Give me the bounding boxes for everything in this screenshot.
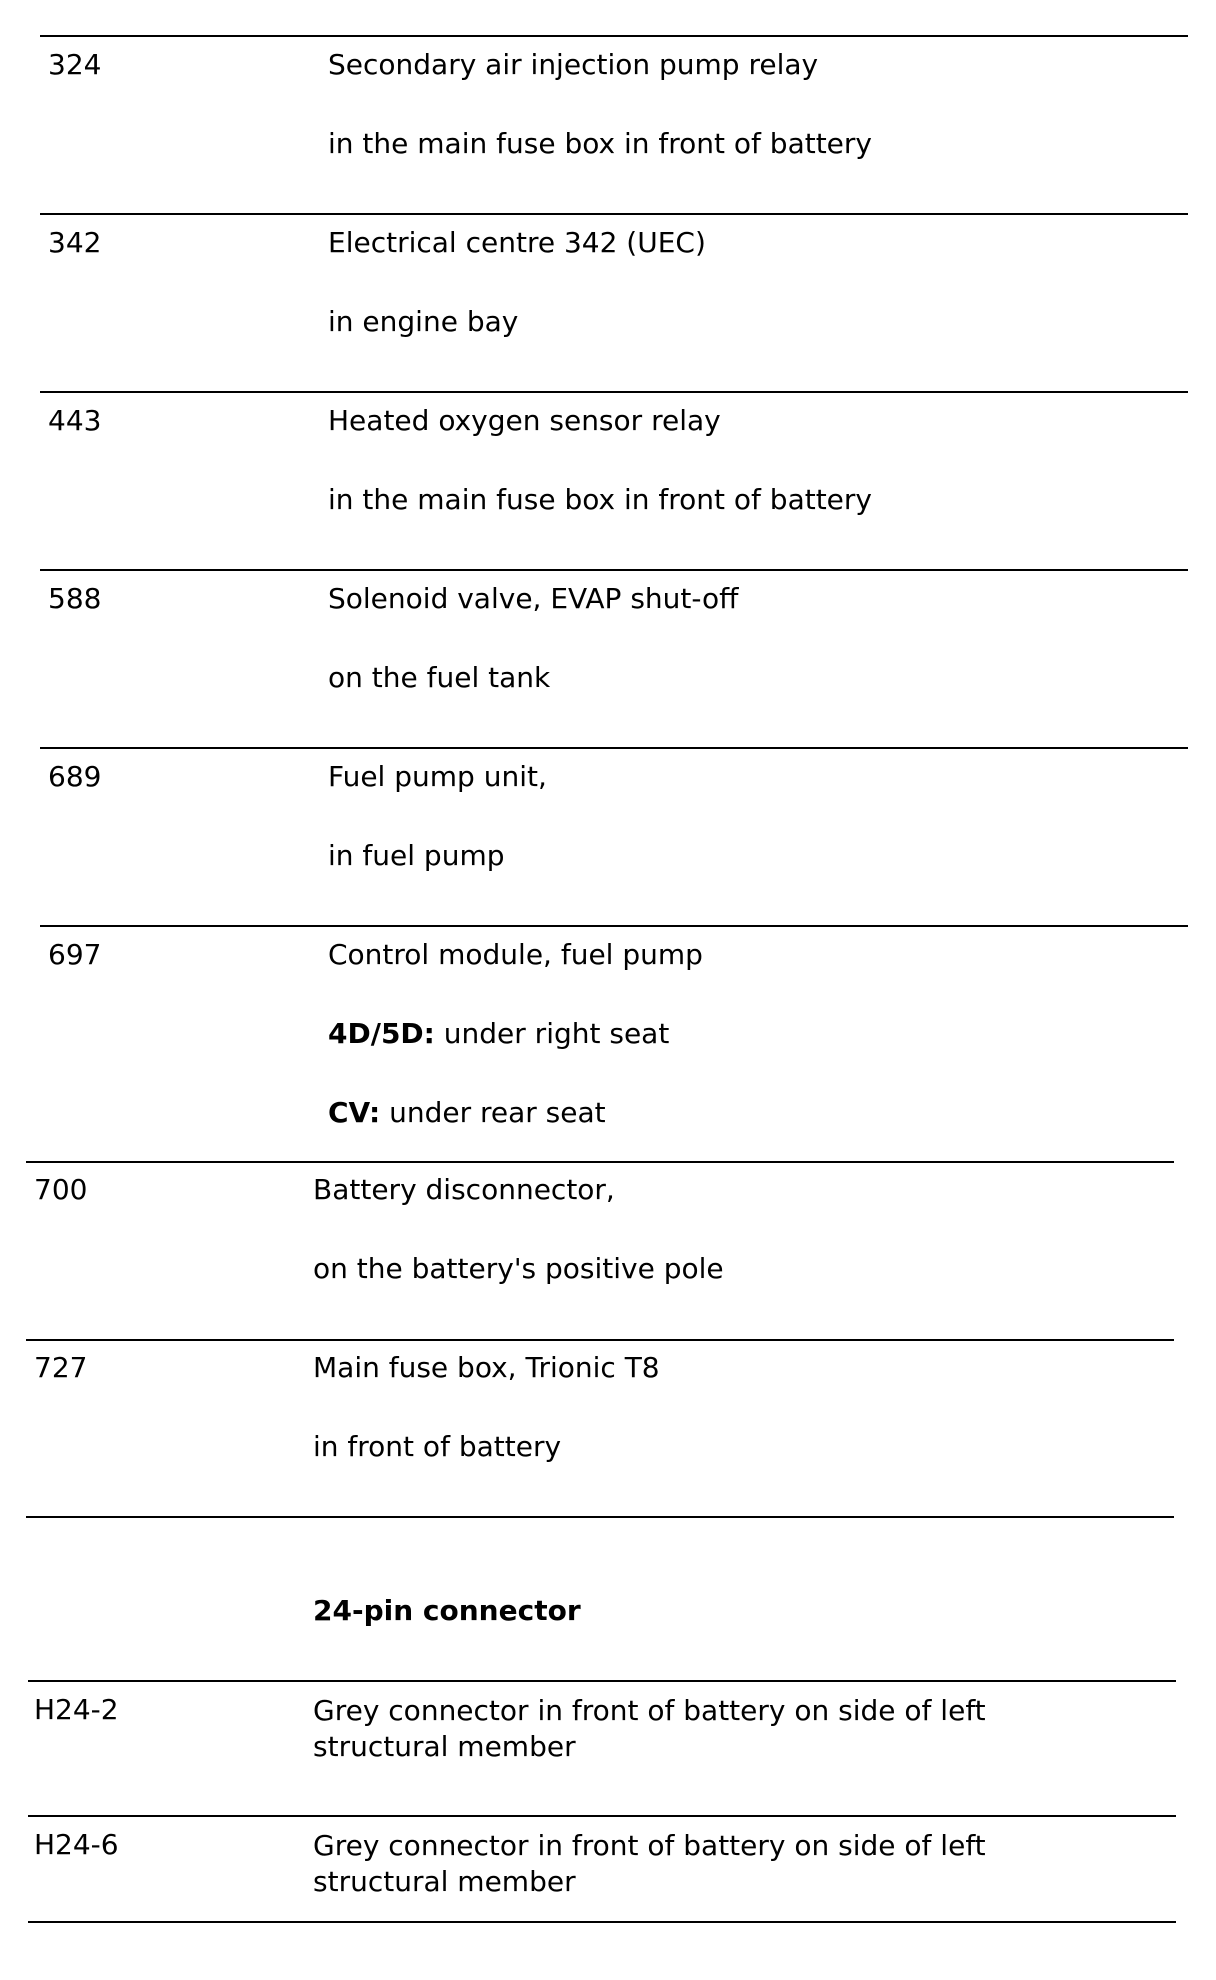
row-location: in front of battery <box>313 1430 562 1463</box>
row-id: 727 <box>34 1351 88 1384</box>
row-id: 697 <box>48 938 102 971</box>
row-description: Fuel pump unit, <box>328 760 547 793</box>
row-description: Heated oxygen sensor relay <box>328 404 721 437</box>
section-heading: 24-pin connector <box>313 1594 581 1627</box>
row-location-cv <box>328 1096 606 1130</box>
table-rule <box>26 1339 1174 1341</box>
row-location: on the battery's positive pole <box>313 1252 724 1285</box>
row-id: 700 <box>34 1173 88 1206</box>
connector-id: H24-6 <box>34 1828 119 1861</box>
row-id: 324 <box>48 48 102 81</box>
row-location-4d5d <box>328 1017 669 1051</box>
row-id: 588 <box>48 582 102 615</box>
row-location: in the main fuse box in front of battery <box>328 483 872 516</box>
row-id: 342 <box>48 226 102 259</box>
table-rule <box>40 925 1188 927</box>
location-text: under right seat <box>434 1017 670 1050</box>
row-location: in the main fuse box in front of battery <box>328 127 872 160</box>
table-rule <box>26 1161 1174 1163</box>
row-location: in fuel pump <box>328 839 505 872</box>
row-description: Solenoid valve, EVAP shut-off <box>328 582 739 615</box>
location-text: under rear seat <box>380 1096 606 1129</box>
table-rule <box>26 1516 1174 1518</box>
connector-id: H24-2 <box>34 1693 119 1726</box>
model-label: CV: <box>328 1096 381 1129</box>
row-description: Electrical centre 342 (UEC) <box>328 226 706 259</box>
table-rule <box>40 213 1188 215</box>
row-id: 443 <box>48 404 102 437</box>
table-rule <box>40 569 1188 571</box>
table-rule <box>40 747 1188 749</box>
table-rule <box>28 1680 1176 1682</box>
row-description: Control module, fuel pump <box>328 938 703 971</box>
row-id: 689 <box>48 760 102 793</box>
row-description: Main fuse box, Trionic T8 <box>313 1351 660 1384</box>
table-rule <box>40 35 1188 37</box>
table-rule <box>28 1815 1176 1817</box>
model-label: 4D/5D: <box>328 1017 435 1050</box>
row-location: in engine bay <box>328 305 519 338</box>
connector-location: Grey connector in front of battery on side of left structural member <box>313 1694 986 1763</box>
row-description: Secondary air injection pump relay <box>328 48 819 81</box>
row-location: on the fuel tank <box>328 661 551 694</box>
connector-location: Grey connector in front of battery on side of left structural member <box>313 1829 986 1898</box>
table-rule <box>28 1921 1176 1923</box>
table-rule <box>40 391 1188 393</box>
row-description: Battery disconnector, <box>313 1173 615 1206</box>
